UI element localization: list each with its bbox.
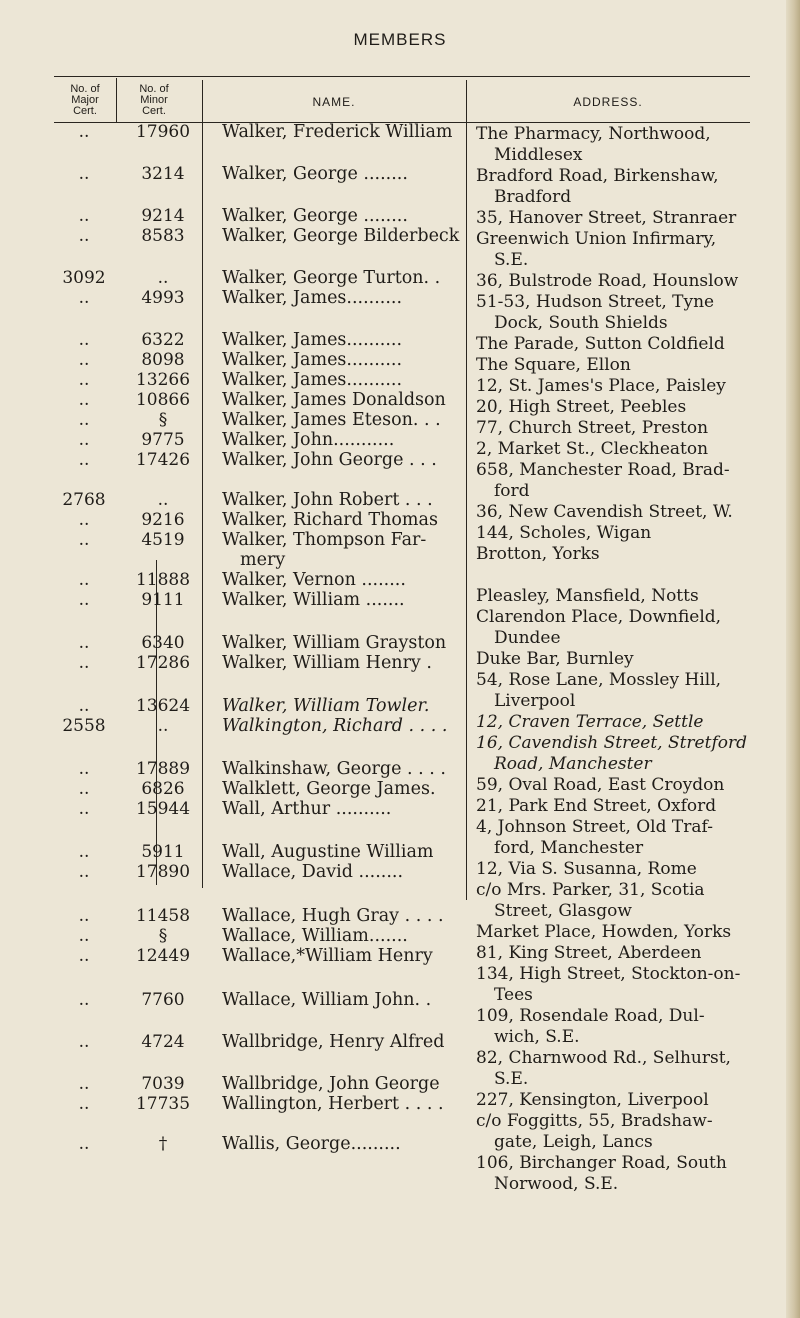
address-line: S.E.	[494, 1069, 529, 1089]
address-line: 12, Via S. Susanna, Rome	[476, 859, 697, 879]
minor-cert-number: 17426	[135, 450, 191, 470]
major-cert-number: ..	[78, 390, 90, 410]
member-name: Walker, George Turton. .	[222, 268, 441, 288]
address-line: 106, Birchanger Road, South	[476, 1153, 727, 1173]
column-divider-major-minor	[116, 78, 117, 122]
major-cert-number: ..	[78, 779, 90, 799]
member-name: Walker, William Henry .	[222, 653, 432, 673]
major-cert-number: ..	[78, 696, 90, 716]
minor-cert-number: 12449	[135, 946, 191, 966]
member-name: Wallace, Hugh Gray . . . .	[222, 906, 444, 926]
minor-cert-number: 11888	[135, 570, 191, 590]
minor-cert-number: 3214	[141, 164, 185, 184]
address-line: Norwood, S.E.	[494, 1174, 619, 1194]
major-cert-number: ..	[78, 510, 90, 530]
minor-cert-number: 17735	[135, 1094, 191, 1114]
address-line: 77, Church Street, Preston	[476, 418, 709, 438]
member-name: Wall, Augustine William	[222, 842, 434, 862]
major-cert-number: ..	[78, 1134, 90, 1154]
address-line: 21, Park End Street, Oxford	[476, 796, 717, 816]
minor-cert-number: ..	[157, 268, 169, 288]
member-name: Walker, William Towler.	[222, 696, 430, 716]
address-line: Tees	[494, 985, 533, 1005]
minor-cert-number: 11458	[135, 906, 191, 926]
member-name: Wallace, William John. .	[222, 990, 432, 1010]
address-line: 81, King Street, Aberdeen	[476, 943, 702, 963]
address-line: 59, Oval Road, East Croydon	[476, 775, 725, 795]
member-name: Walker, James..........	[222, 370, 403, 390]
minor-cert-number: 10866	[135, 390, 191, 410]
address-line: Liverpool	[494, 691, 576, 711]
address-line: 12, Craven Terrace, Settle	[476, 712, 704, 732]
address-line: 658, Manchester Road, Brad-	[476, 460, 730, 480]
member-name: Walker, John George . . .	[222, 450, 437, 470]
minor-cert-number: 6340	[141, 633, 185, 653]
minor-cert-number: 8098	[141, 350, 185, 370]
minor-cert-number: 7760	[141, 990, 185, 1010]
minor-cert-number: 13624	[135, 696, 191, 716]
address-line: 144, Scholes, Wigan	[476, 523, 652, 543]
major-cert-number: ..	[78, 842, 90, 862]
major-cert-number: ..	[78, 350, 90, 370]
header-major-cert: No. of Major Cert.	[70, 83, 100, 117]
member-name: Walker, James..........	[222, 330, 403, 350]
member-name: Walker, William Grayston	[222, 633, 447, 653]
minor-cert-number: 9111	[141, 590, 185, 610]
major-cert-number: ..	[78, 288, 90, 308]
address-line: Road, Manchester	[494, 754, 652, 774]
member-name: Walker, George ........	[222, 206, 408, 226]
address-line: Market Place, Howden, Yorks	[476, 922, 732, 942]
member-name: mery	[240, 550, 286, 570]
address-line: The Square, Ellon	[476, 355, 631, 375]
minor-cert-number: 17286	[135, 653, 191, 673]
major-cert-number: ..	[78, 330, 90, 350]
major-cert-number: ..	[78, 1074, 90, 1094]
member-name: Wallace, William.......	[222, 926, 408, 946]
minor-cert-number: ..	[157, 490, 169, 510]
minor-cert-number: 4724	[141, 1032, 185, 1052]
address-line: 16, Cavendish Street, Stretford	[476, 733, 747, 753]
address-line: c/o Mrs. Parker, 31, Scotia	[476, 880, 705, 900]
minor-cert-number: 9775	[141, 430, 185, 450]
address-line: Dundee	[494, 628, 561, 648]
major-cert-number: ..	[78, 653, 90, 673]
member-name: Wallbridge, Henry Alfred	[222, 1032, 445, 1052]
member-name: Walker, William .......	[222, 590, 405, 610]
minor-cert-number: 17889	[135, 759, 191, 779]
member-name: Wallbridge, John George	[222, 1074, 440, 1094]
major-cert-number: ..	[78, 1032, 90, 1052]
address-line: Brotton, Yorks	[476, 544, 600, 564]
address-line: c/o Foggitts, 55, Bradshaw-	[476, 1111, 713, 1131]
minor-cert-number: 4993	[141, 288, 185, 308]
address-line: Bradford	[494, 187, 572, 207]
major-cert-number: ..	[78, 410, 90, 430]
address-line: 35, Hanover Street, Stranraer	[476, 208, 737, 228]
major-cert-number: ..	[78, 926, 90, 946]
member-name: Wallace,*William Henry	[222, 946, 433, 966]
address-line: 109, Rosendale Road, Dul-	[476, 1006, 705, 1026]
member-name: Walker, Vernon ........	[222, 570, 406, 590]
address-line: 4, Johnson Street, Old Traf-	[476, 817, 713, 837]
minor-cert-number: 5911	[141, 842, 185, 862]
address-line: Middlesex	[494, 145, 583, 165]
major-cert-number: 2558	[62, 716, 106, 736]
address-line: 36, Bulstrode Road, Hounslow	[476, 271, 739, 291]
address-line: Greenwich Union Infirmary,	[476, 229, 717, 249]
major-cert-number: ..	[78, 164, 90, 184]
address-line: 36, New Cavendish Street, W.	[476, 502, 733, 522]
member-name: Walker, Richard Thomas	[222, 510, 438, 530]
minor-cert-number: 13266	[135, 370, 191, 390]
major-cert-number: ..	[78, 530, 90, 550]
major-cert-number: ..	[78, 450, 90, 470]
address-line: Pleasley, Mansfield, Notts	[476, 586, 699, 606]
minor-cert-number: 15944	[135, 799, 191, 819]
address-line: 2, Market St., Cleckheaton	[476, 439, 709, 459]
major-cert-number: ..	[78, 206, 90, 226]
member-name: Wallace, David ........	[222, 862, 404, 882]
member-name: Walker, Thompson Far-	[222, 530, 427, 550]
address-line: 134, High Street, Stockton-on-	[476, 964, 741, 984]
major-cert-number: ..	[78, 990, 90, 1010]
member-name: Walkinshaw, George . . . .	[222, 759, 446, 779]
address-line: Dock, South Shields	[494, 313, 668, 333]
address-line: Duke Bar, Burnley	[476, 649, 634, 669]
major-cert-number: ..	[78, 122, 90, 142]
address-line: 54, Rose Lane, Mossley Hill,	[476, 670, 722, 690]
major-cert-number: ..	[78, 430, 90, 450]
member-name: Walker, James..........	[222, 350, 403, 370]
address-line: 12, St. James's Place, Paisley	[476, 376, 726, 396]
minor-cert-number: 6322	[141, 330, 185, 350]
minor-cert-number: 6826	[141, 779, 185, 799]
header-address: ADDRESS.	[573, 95, 643, 109]
member-name: Walker, James..........	[222, 288, 403, 308]
address-line: S.E.	[494, 250, 529, 270]
major-cert-number: 3092	[62, 268, 106, 288]
address-line: The Pharmacy, Northwood,	[476, 124, 711, 144]
address-line: The Parade, Sutton Coldfield	[476, 334, 725, 354]
member-name: Walker, Frederick William	[222, 122, 453, 142]
address-line: 82, Charnwood Rd., Selhurst,	[476, 1048, 731, 1068]
major-cert-number: ..	[78, 946, 90, 966]
member-name: Walker, George Bilderbeck	[222, 226, 460, 246]
address-line: 20, High Street, Peebles	[476, 397, 687, 417]
address-line: ford, Manchester	[494, 838, 644, 858]
address-line: 227, Kensington, Liverpool	[476, 1090, 709, 1110]
major-cert-number: ..	[78, 370, 90, 390]
minor-cert-number: 17960	[135, 122, 191, 142]
member-name: Walkington, Richard . . . .	[222, 716, 448, 736]
address-line: Clarendon Place, Downfield,	[476, 607, 722, 627]
header-name: NAME.	[312, 95, 356, 109]
major-cert-number: ..	[78, 633, 90, 653]
major-cert-number: ..	[78, 226, 90, 246]
minor-cert-number: 9216	[141, 510, 185, 530]
minor-cert-number: †	[158, 1134, 168, 1154]
member-name: Walker, James Donaldson	[222, 390, 446, 410]
top-rule	[54, 76, 750, 77]
member-name: Walker, James Eteson. . .	[222, 410, 441, 430]
major-cert-number: ..	[78, 759, 90, 779]
minor-cert-number: §	[158, 926, 168, 946]
minor-cert-number: 9214	[141, 206, 185, 226]
major-cert-number: ..	[78, 906, 90, 926]
major-cert-number: ..	[78, 1094, 90, 1114]
minor-cert-number: 17890	[135, 862, 191, 882]
column-divider-name-address	[466, 80, 467, 900]
member-name: Walker, John Robert . . .	[222, 490, 433, 510]
member-name: Wallis, George.........	[222, 1134, 401, 1154]
address-line: gate, Leigh, Lancs	[494, 1132, 653, 1152]
header-minor-cert: No. of Minor Cert.	[139, 83, 169, 117]
major-cert-number: ..	[78, 862, 90, 882]
address-line: 51-53, Hudson Street, Tyne	[476, 292, 715, 312]
minor-cert-number: ..	[157, 716, 169, 736]
minor-cert-number: 4519	[141, 530, 185, 550]
major-cert-number: 2768	[62, 490, 106, 510]
major-cert-number: ..	[78, 590, 90, 610]
minor-cert-number: 8583	[141, 226, 185, 246]
major-cert-number: ..	[78, 570, 90, 590]
member-name: Walklett, George James.	[222, 779, 436, 799]
address-line: ford	[494, 481, 530, 501]
address-line: Bradford Road, Birkenshaw,	[476, 166, 719, 186]
major-cert-number: ..	[78, 799, 90, 819]
address-line: Street, Glasgow	[494, 901, 632, 921]
minor-cert-number: 7039	[141, 1074, 185, 1094]
member-name: Walker, George ........	[222, 164, 408, 184]
member-name: Walker, John...........	[222, 430, 395, 450]
page-title: MEMBERS	[353, 30, 447, 49]
address-column	[476, 124, 796, 1195]
member-name: Wallington, Herbert . . . .	[222, 1094, 444, 1114]
address-spacer	[476, 565, 796, 586]
minor-cert-number: §	[158, 410, 168, 430]
address-line: wich, S.E.	[494, 1027, 580, 1047]
member-name: Wall, Arthur ..........	[222, 799, 392, 819]
